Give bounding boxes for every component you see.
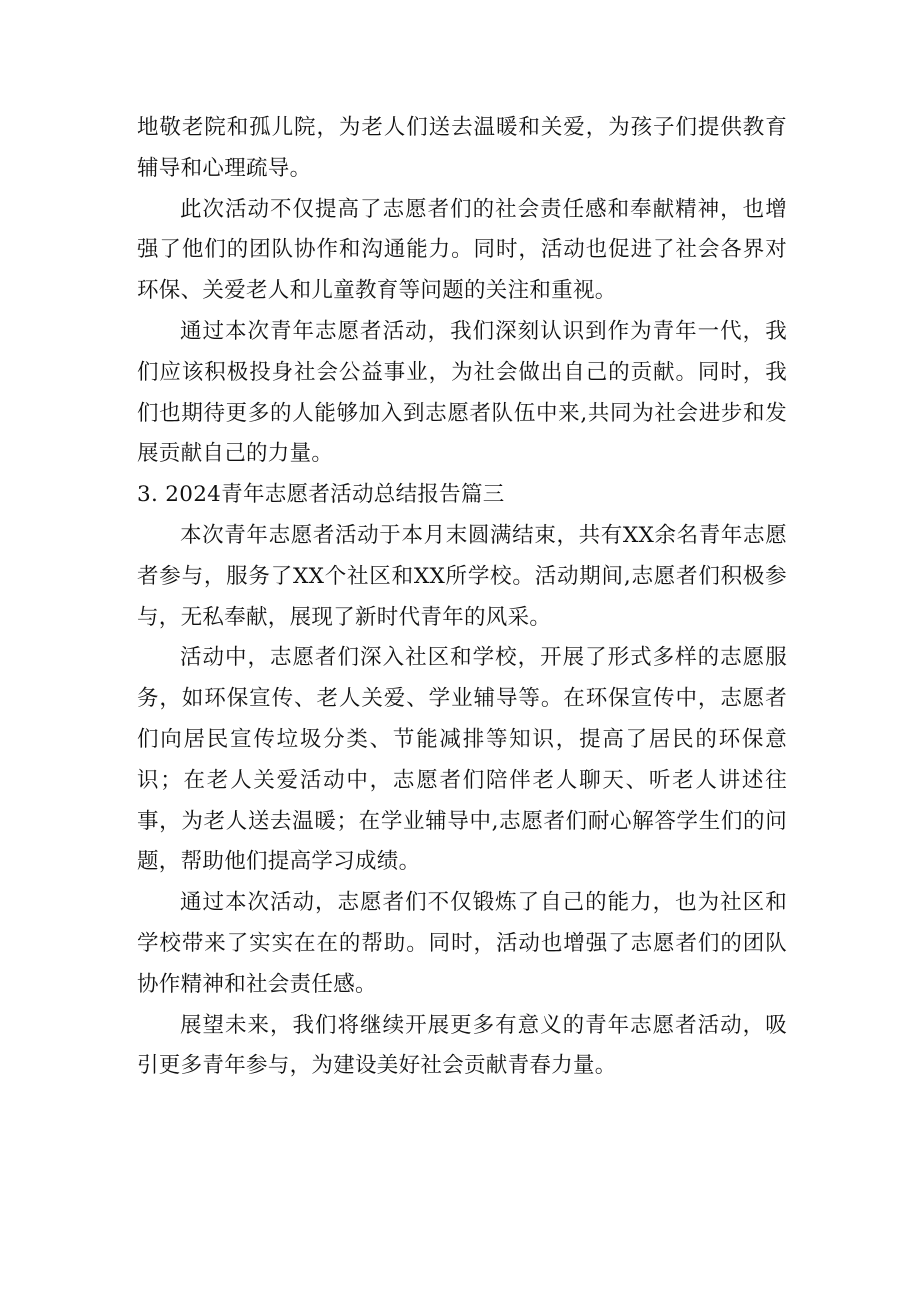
document-page [137, 108, 787, 1087]
paragraph-conclusion: 通过本次青年志愿者活动，我们深刻认识到作为青年一代，我们应该积极投身社会公益事业，为社会做出自己的贡献。同时，我们也期待更多的人能够加入到志愿者队伍中来,共同为社会进步和发展贡献自己的力量。 [137, 318, 787, 467]
paragraph-outlook: 展望未来，我们将继续开展更多有意义的青年志愿者活动，吸引更多青年参与，为建设美好社会贡献青春力量。 [137, 1012, 787, 1079]
paragraph-activities: 活动中，志愿者们深入社区和学校，开展了形式多样的志愿服务，如环保宣传、老人关爱、学业辅导等。在环保宣传中，志愿者们向居民宣传垃圾分类、节能减排等知识，提高了居民的环保意识；在老人关爱活动中，志愿者们陪伴老人聊天、听老人讲述往事，为老人送去温暖；在学业辅导中,志愿者们耐心解答学生们的问题，帮助他们提高学习成绩。 [137, 645, 787, 875]
paragraph-continuation: 地敬老院和孤儿院，为老人们送去温暖和关爱，为孩子们提供教育辅导和心理疏导。 [137, 115, 787, 181]
paragraph-overview: 本次青年志愿者活动于本月末圆满结束，共有XX余名青年志愿者参与，服务了XX个社区和XX所学校。活动期间,志愿者们积极参与，无私奉献，展现了新时代青年的风采。 [137, 522, 787, 630]
paragraph-activity-impact: 此次活动不仅提高了志愿者们的社会责任感和奉献精神，也增强了他们的团队协作和沟通能力。同时，活动也促进了社会各界对环保、关爱老人和儿童教育等问题的关注和重视。 [137, 196, 787, 304]
section-heading: 3. 2024青年志愿者活动总结报告篇三 [137, 482, 505, 508]
paragraph-results: 通过本次活动，志愿者们不仅锻炼了自己的能力，也为社区和学校带来了实实在在的帮助。同时，活动也增强了志愿者们的团队协作精神和社会责任感。 [137, 890, 787, 997]
